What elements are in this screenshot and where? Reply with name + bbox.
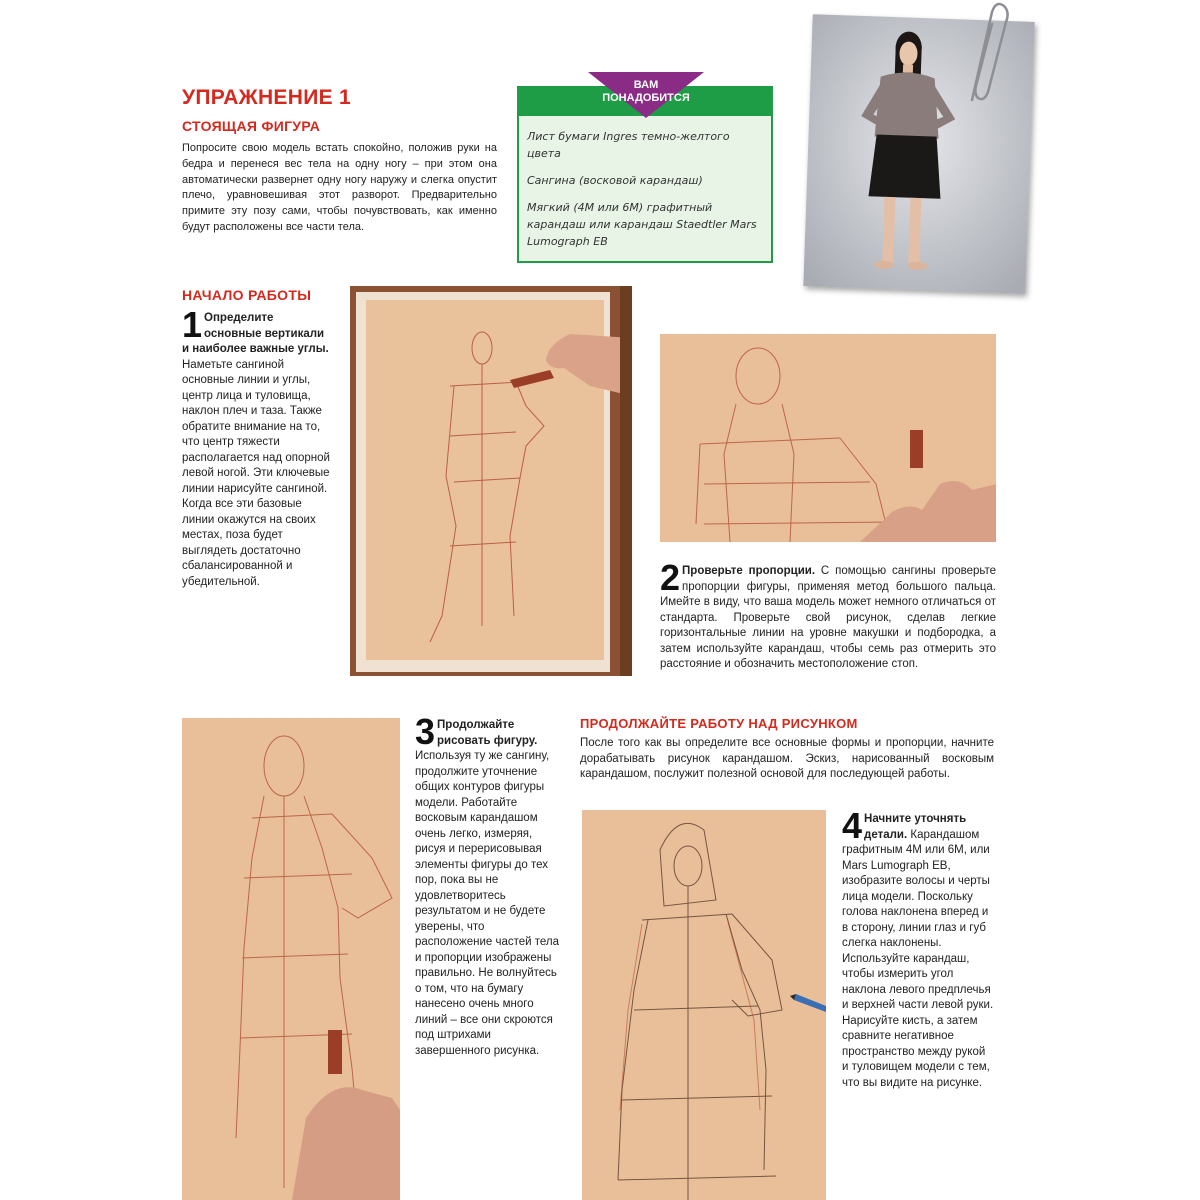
- step-3-drawing-image: [182, 718, 400, 1200]
- step-lead: Продолжайте рисовать фигуру.: [437, 719, 538, 747]
- step-2-drawing-photo: [660, 334, 996, 542]
- materials-item: Мягкий (4М или 6М) графитный карандаш или карандаш Staedtler Mars Lumograph EB: [527, 201, 757, 248]
- step-3-drawing-photo: [182, 718, 400, 1200]
- step-number: 3: [415, 711, 436, 752]
- step-number: 1: [182, 304, 203, 345]
- step-body: Используя ту же сангину, продолжите уточнение общих контуров фигуры модели. Работайте восковым карандашом очень легко, измеряя, рисуя и перерисовывая элементы фигуры до тех пор, пока вы не удовлетворитесь результатом и не будете уверены, что расположение частей тела и пропорции изображены правильно. Не волнуйтесь о том, что на бумагу нанесено очень много линий – все они скроются под штрихами завершенного рисунка.: [415, 750, 560, 1057]
- step-body: С помощью сангины проверьте пропорции фигуры, применяя метод большого пальца. Имейте в виду, что ваша модель может немного отличаться от стандарта. Проверьте свой рисунок, сделав легкие горизонтальные линии на уровне макушки и подбородка, а затем используйте карандаш, чтобы семь раз отмерить это расстояние и обозначить местоположение стоп.: [660, 565, 996, 670]
- step-lead: Проверьте пропорции.: [682, 565, 816, 577]
- step-1-drawing-photo: [350, 286, 632, 676]
- step-lead: Определите основные вертикали и наиболее важные углы.: [182, 312, 329, 355]
- materials-title-line1: ВАМ: [633, 79, 659, 91]
- materials-list: [527, 128, 765, 250]
- section-continue-heading: ПРОДОЛЖАЙТЕ РАБОТУ НАД РИСУНКОМ: [580, 716, 858, 731]
- step-body: Карандашом графитным 4М или 6М, или Mars Lumograph EB, изобразите волосы и черты лица модели. Поскольку голова наклонена вперед и в сторону, линии глаз и губ слегка наклонены. Используйте карандаш, чтобы измерить угол наклона левого предплечья и верхней части левой руки. Нарисуйте кисть, а затем сравните негативное пространство между рукой и туловищем модели с тем, что вы видите на рисунке.: [842, 828, 994, 1089]
- step-4-text: [842, 805, 994, 1091]
- step-lead: Начните уточнять детали.: [864, 813, 967, 841]
- materials-item: Лист бумаги Ingres темно-желтого цвета: [527, 130, 730, 160]
- materials-item: Сангина (восковой карандаш): [527, 174, 703, 187]
- exercise-subtitle: СТОЯЩАЯ ФИГУРА: [182, 118, 321, 134]
- section-start-heading: НАЧАЛО РАБОТЫ: [182, 287, 312, 303]
- step-2-text: [660, 557, 996, 673]
- step-1-text: [182, 304, 332, 590]
- section-continue-text: После того как вы определите все основные формы и пропорции, начните дорабатывать рисунок карандашом. Эскиз, нарисованный восковым карандашом, послужит полезной основой для последующей работы.: [580, 737, 994, 780]
- step-4-drawing-image: [582, 810, 826, 1200]
- step-3-text: [415, 711, 563, 1059]
- materials-title: [588, 79, 704, 105]
- step-number: 2: [660, 557, 681, 598]
- paperclip-icon: [952, 0, 1012, 110]
- exercise-intro: Попросите свою модель встать спокойно, положив руки на бедра и перенеся вес тела на одну ногу – при этом она автоматически развернет одну ногу наружу и слегка опустит плечо, уравновешивая этот разворот. Предварительно примите эту позу сами, чтобы почувствовать, как именно будут расположены все части тела.: [182, 142, 497, 233]
- materials-title-line2: ПОНАДОБИТСЯ: [602, 92, 690, 104]
- exercise-title: УПРАЖНЕНИЕ 1: [182, 86, 352, 109]
- step-body: Наметьте сангиной основные линии и углы, центр лица и туловища, наклон плеч и таза. Также обратите внимание на то, что центр тяжести располагается над опорной левой ногой. Эти ключевые линии нарисуйте сангиной. Когда все эти базовые линии окажутся на своих местах, поза будет выглядеть достаточно сбалансированной и убедительной.: [182, 358, 330, 588]
- step-number: 4: [842, 805, 863, 846]
- step-4-drawing-photo: [582, 810, 826, 1200]
- step-1-drawing-image: [350, 286, 632, 676]
- step-2-drawing-image: [660, 334, 996, 542]
